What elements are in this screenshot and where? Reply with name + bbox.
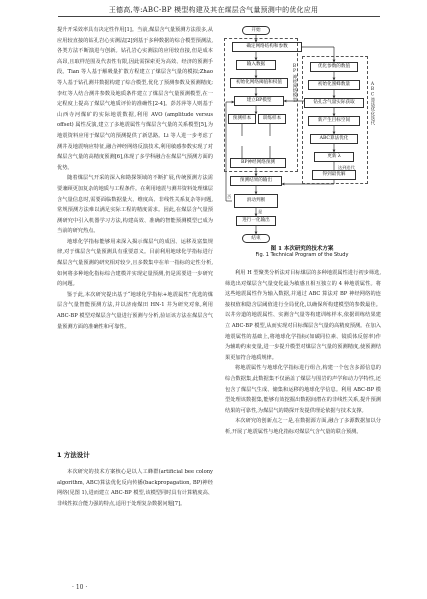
header-rule (58, 16, 380, 17)
paragraph: 将地震属性与地球化学指标进行组合,构建一个包含多源信息的综合数据集,此数据集不仅涵盖了煤层与围岩的声学和动力学特性,还包含了煤层气生成、储集和运移的地球化学信息。利用 ABC-BP 模型处理该数据集,能够有效挖掘出数据间潜在的非线性关系,提升预测结果的可靠性,为煤层气的勘探开发提供理论依据与技术支撑。 (225, 365, 381, 414)
node-optimize-params: 优化参数的数值 (310, 62, 358, 72)
node-init-weights: 初始化网络阈值和权值 (230, 78, 288, 88)
node-bp-predict: BP神经网络预测 (230, 158, 286, 168)
node-new-space: 新产生目标空间 (308, 116, 360, 126)
right-column-body (225, 268, 381, 438)
paragraph: 提升开采效率具有决定性作用[1]。当前,煤层含气量预测方法很多,从应用较直接的钻孔岩心实测法[2]到基于多种数据的综合模型预测法,各类方法不断演进与创新。钻孔岩心实测法的应用较直接,但是成本高昂,且取样范围及代表性有限,因此需探索更为高效、经济的预测手段。Tian 等人基于解吸量扩散方程建立了煤层含气量的模拟;Zhao 等人基于钻孔测井数据构建了综合模型,优化了预测参数及预测精度;李红等人结合测井参数及地质条件建立了煤层含气量预测模型,在一定程度上提高了煤层气地质评价的准确性[2-4]。彭苏萍等人则基于山西寺河煤矿的实际地震数据,利用 AVO (amplitude versus offset) 属性反演,建立了多地震属性与煤层含气量的关系模型[5],为地震资料应用于煤层气的预测提供了新思路。Li 等人进一步考虑了测井及地震响应特征,融合神经网络反演技术,利用敏感参数实现了对煤层含气量的高精度预测[6],体现了多学科融合在煤层气预测方面的优势。 (57, 27, 213, 171)
figure-caption-en: Fig. 1 Technical Program of the Study (255, 252, 349, 258)
node-best-solution: 得到最优解 (312, 170, 356, 180)
node-update-lambda: 更新 λ (314, 152, 354, 162)
node-end: 结束 (242, 234, 270, 243)
left-column-body-2 (57, 467, 213, 509)
edge-label-no: 否 (227, 194, 232, 199)
node-define-network: 确定网络结构和参数 (232, 42, 302, 52)
node-predict-sample: 预测样本 (228, 114, 256, 124)
abc-side-label: ABC算法优化迭代 (370, 82, 375, 126)
running-header: 王德高,等:ABC-BP 模型构建及其在煤层含气量预测中的优化应用 (108, 6, 319, 14)
bp-side-label: BP神经网络模型 (292, 64, 297, 102)
node-predict-output: 预测结果的输出 (230, 176, 282, 186)
paragraph: 本次研究的技术方案核心是以人工蜂群(artificial bee colony algorithm, ABC)算法优化反向传播(backpropagation, BP)神经网络(见图 1),进而建立 ABC-BP 模型,该模型同时具有计算精度高、非线性拟合能力强的特点,适用于处理复杂数据问题[7]。 (57, 469, 213, 507)
node-train-sample: 训练样本 (258, 114, 286, 124)
paragraph: 随着煤层气开采的深入和勘探领域的不断扩展,传统预测方法需要兼顾更加复杂的地质与工程条件。在利用地震与测井资料处理煤层含气量信息时,需要面临数据量大、维度高、非线性关系复杂等问题,常规预测方法难以满足实际工程的精度需求。因此,在煤层含气量预测研究中引入机器学习方法,构建高效、准确的智能预测模型已成为当前的研究热点。 (57, 175, 213, 235)
page-number: · 10 · (72, 584, 88, 591)
node-abc-opt: ABC算法优化 (310, 134, 358, 144)
flowchart-figure (222, 24, 382, 252)
edge-label-yes: 是 (258, 209, 263, 214)
node-start: 开始 (242, 26, 270, 35)
paragraph: 利用 H 型聚类分析法对目标煤层的多种地震属性进行初步筛选,筛选出对煤层含气量变化最为敏感且相互独立的 4 种地震属性。将这些地震属性作为输入数据,并通过 ABC 算法对 BP 神经网络的连接权值和隐含层阈值进行全局优化,以确保所构建模型的参数最佳。以井旁道的地震属性、实测含气量等构建训练样本,依据训练结果建立 ABC-BP 模型,从而实现对目标煤层含气量的高精度预测。在加入地震属性的基础上,将地球化学指标(如碳同位素、镜质体反射率)作为辅助约束变量,进一步提升模型对煤层含气量的预测精度,使预测结果更加符合地质规律。 (225, 270, 381, 361)
paragraph: 本次研究的创新点之一是,在数据源方面,融合了多源数据加以分析,开展了地震属性与地化指标对煤层气含气量的联合预测。 (225, 418, 381, 435)
node-input-data: 输入数据 (236, 60, 276, 70)
figure-caption-cn: 图 1 本次研究的技术方案 (270, 246, 334, 252)
paragraph: 地球化学指标能够用来深入揭示煤层气的成因、运移及富集规律,对于煤层含气量预测具有重要意义。目前利用地球化学指标进行煤层含气量预测的研究相对较少,且多数集中在单一指标的定性分析,如何将多种地化指标综合建模并实现定量预测,仍是需要进一步研究的问题。 (57, 238, 213, 288)
node-init-bee: 初始化蜜蜂数量 (308, 80, 360, 90)
node-run-optimize: 进行一化输出 (236, 216, 276, 226)
abc-region-box (302, 56, 368, 184)
left-column-body (57, 25, 213, 332)
bp-region-box (224, 38, 298, 172)
edge-label-iteration: 达到迭代 (338, 165, 355, 170)
node-build-bp: 建立BP模型 (234, 96, 284, 106)
section-heading: 1 方法设计 (57, 451, 90, 459)
node-end-condition: 滑动判断 (234, 194, 278, 208)
paragraph: 鉴于此,本次研究提出基于“地球化学指标+地震属性”优选的煤层含气量智能预测方法,并以济南煤田 HN-1 井为研究对象,利用 ABC-BP 模型对煤层含气量进行预测与分析,验证该方法在煤层含气量预测方面的准确性和可靠性。 (57, 291, 213, 330)
node-drill-mining: 钻孔含气量实际获取 (304, 98, 364, 108)
